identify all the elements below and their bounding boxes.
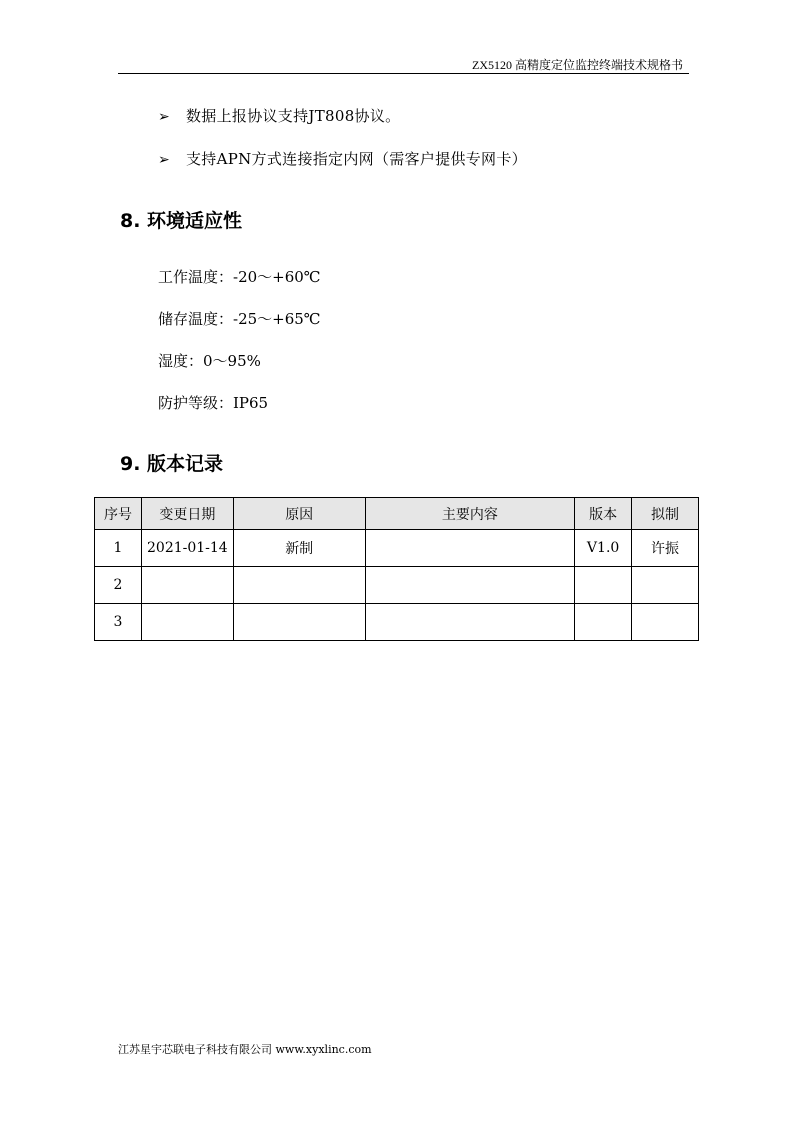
cell-seq: 3 <box>95 604 142 641</box>
bullet-text: 支持APN方式连接指定内网（需客户提供专网卡） <box>186 150 527 168</box>
footer-company: 江苏星宇芯联电子科技有限公司 www.xyxlinc.com <box>118 1043 372 1056</box>
spec-operating-temperature: 工作温度：-20～+60℃ <box>158 268 321 286</box>
column-header-version: 版本 <box>575 498 632 530</box>
cell-date: 2021-01-14 <box>141 530 233 567</box>
cell-reason: 新制 <box>233 530 365 567</box>
arrow-bullet-icon: ➢ <box>158 152 171 168</box>
cell-content <box>365 604 575 641</box>
cell-version <box>575 567 632 604</box>
cell-author <box>632 604 699 641</box>
table-row <box>95 567 699 604</box>
table-row <box>95 530 699 567</box>
bullet-item-apn <box>158 148 527 169</box>
column-header-reason: 原因 <box>233 498 365 530</box>
spec-protection-rating: 防护等级：IP65 <box>158 394 269 412</box>
cell-reason <box>233 604 365 641</box>
cell-reason <box>233 567 365 604</box>
cell-content <box>365 530 575 567</box>
header-divider <box>118 73 689 74</box>
spec-storage-temperature: 储存温度：-25～+65℃ <box>158 310 321 328</box>
spec-humidity: 湿度：0～95% <box>158 352 261 370</box>
section-8-title: 8. 环境适应性 <box>120 210 243 232</box>
cell-date <box>141 604 233 641</box>
cell-date <box>141 567 233 604</box>
column-header-date: 变更日期 <box>141 498 233 530</box>
cell-content <box>365 567 575 604</box>
bullet-text: 数据上报协议支持JT808协议。 <box>186 107 401 125</box>
revision-table <box>94 497 699 641</box>
cell-version: V1.0 <box>575 530 632 567</box>
cell-author: 许振 <box>632 530 699 567</box>
cell-seq: 1 <box>95 530 142 567</box>
cell-seq: 2 <box>95 567 142 604</box>
bullet-item-jt808 <box>158 105 400 126</box>
column-header-seq: 序号 <box>95 498 142 530</box>
column-header-content: 主要内容 <box>365 498 575 530</box>
header-title: ZX5120 高精度定位监控终端技术规格书 <box>472 58 683 72</box>
table-header-row <box>95 498 699 530</box>
table-row <box>95 604 699 641</box>
cell-version <box>575 604 632 641</box>
cell-author <box>632 567 699 604</box>
arrow-bullet-icon: ➢ <box>158 109 171 125</box>
column-header-author: 拟制 <box>632 498 699 530</box>
section-9-title: 9. 版本记录 <box>120 453 224 475</box>
